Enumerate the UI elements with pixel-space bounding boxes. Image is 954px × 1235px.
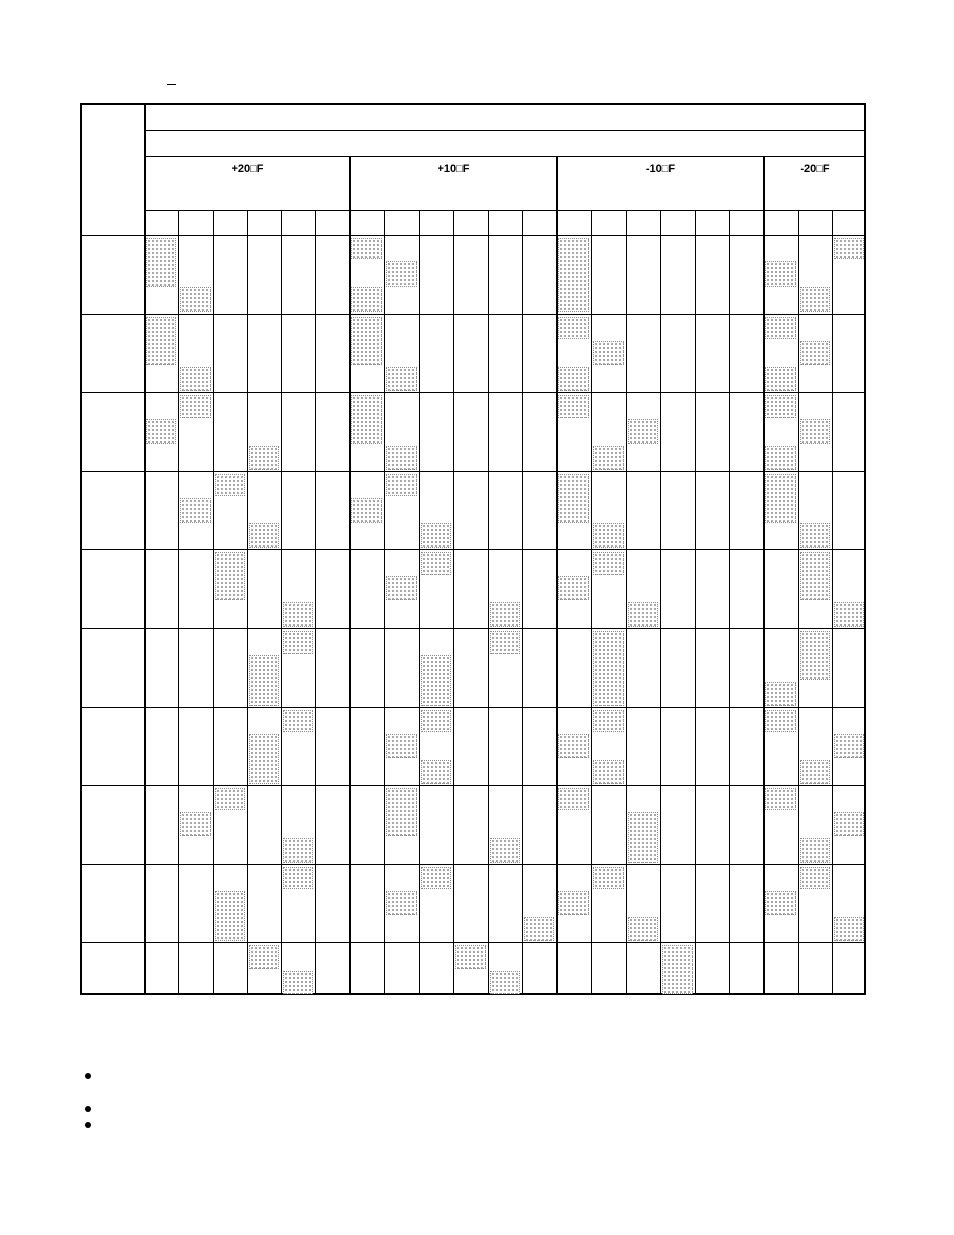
row-rule xyxy=(80,549,866,550)
shaded-cell xyxy=(421,523,451,548)
shaded-cell xyxy=(834,734,864,758)
shaded-cell xyxy=(628,917,658,941)
bullet-icon xyxy=(85,1073,91,1079)
shaded-cell xyxy=(351,287,382,312)
column-rule xyxy=(247,210,248,995)
shaded-cell xyxy=(800,552,830,600)
shaded-cell xyxy=(558,788,589,810)
row-rule xyxy=(80,785,866,786)
column-rule xyxy=(281,210,282,995)
shaded-cell xyxy=(351,395,382,444)
shaded-cell xyxy=(834,238,864,259)
shaded-cell xyxy=(800,838,830,863)
shaded-cell xyxy=(800,867,830,889)
column-rule xyxy=(384,210,385,995)
shaded-cell xyxy=(628,419,658,444)
shaded-cell xyxy=(593,867,624,889)
shaded-cell xyxy=(386,734,417,758)
shaded-cell xyxy=(628,812,658,863)
column-rule xyxy=(695,210,696,995)
shaded-cell xyxy=(283,971,313,994)
shaded-cell xyxy=(490,602,520,627)
row-rule xyxy=(80,864,866,865)
column-rule xyxy=(832,210,833,995)
shaded-cell xyxy=(283,838,313,863)
column-rule xyxy=(315,210,316,995)
column-rule xyxy=(798,210,799,995)
shaded-cell xyxy=(765,317,796,339)
column-rule xyxy=(453,210,454,995)
row-rule xyxy=(80,314,866,315)
shaded-cell xyxy=(249,655,279,706)
shaded-cell xyxy=(249,734,279,784)
shaded-cell xyxy=(455,945,486,969)
shaded-cell xyxy=(180,395,211,418)
shaded-cell xyxy=(283,710,313,732)
shaded-cell xyxy=(421,760,451,784)
shaded-cell xyxy=(765,891,796,915)
shaded-cell xyxy=(386,446,417,470)
shaded-cell xyxy=(180,367,211,391)
bullet-icon xyxy=(85,1106,91,1112)
header-rule xyxy=(144,156,866,157)
shaded-cell xyxy=(421,655,451,706)
shaded-cell xyxy=(834,602,864,627)
column-rule xyxy=(213,210,214,995)
shaded-cell xyxy=(765,474,796,523)
shaded-cell xyxy=(524,917,554,941)
shaded-cell xyxy=(765,395,796,418)
shaded-cell xyxy=(146,419,176,444)
shaded-cell xyxy=(800,419,830,444)
shaded-cell xyxy=(558,474,589,523)
shaded-cell xyxy=(351,317,382,365)
shaded-cell xyxy=(283,867,313,889)
temp-label-plus-10: +10□F xyxy=(437,163,470,175)
shaded-cell xyxy=(593,631,624,706)
shaded-cell xyxy=(558,395,589,418)
column-rule xyxy=(419,210,420,995)
column-rule xyxy=(522,210,523,995)
shaded-cell xyxy=(558,576,589,600)
bullet-icon xyxy=(85,1122,91,1128)
shaded-cell xyxy=(593,552,624,575)
shaded-cell xyxy=(215,474,245,496)
shaded-cell xyxy=(490,971,520,994)
column-rule xyxy=(591,210,592,995)
shaded-cell xyxy=(421,867,451,889)
shaded-cell xyxy=(386,474,417,496)
shaded-cell xyxy=(558,734,589,758)
shaded-cell xyxy=(662,945,693,994)
shaded-cell xyxy=(593,710,624,732)
row-rule xyxy=(80,392,866,393)
shaded-cell xyxy=(765,261,796,287)
dash-mark xyxy=(167,84,176,85)
shaded-cell xyxy=(558,367,589,391)
shaded-cell xyxy=(593,760,624,784)
row-rule xyxy=(80,471,866,472)
shaded-cell xyxy=(800,287,830,312)
column-rule xyxy=(626,210,627,995)
shaded-cell xyxy=(558,891,589,915)
shaded-cell xyxy=(146,317,176,365)
row-rule xyxy=(80,707,866,708)
shaded-cell xyxy=(765,682,796,706)
shaded-cell xyxy=(386,367,417,391)
shaded-cell xyxy=(283,602,313,627)
column-rule xyxy=(660,210,661,995)
shaded-cell xyxy=(180,287,211,312)
shaded-cell xyxy=(490,631,520,654)
shaded-cell xyxy=(800,341,830,365)
temp-label-minus-20: -20□F xyxy=(800,163,830,175)
shaded-cell xyxy=(249,523,279,548)
shaded-cell xyxy=(834,812,864,836)
shaded-cell xyxy=(249,446,279,470)
shaded-cell xyxy=(558,238,589,312)
shaded-cell xyxy=(765,788,796,810)
header-rule xyxy=(144,210,866,211)
shaded-cell xyxy=(146,238,176,287)
shaded-cell xyxy=(351,498,382,523)
shaded-cell xyxy=(215,788,245,810)
shaded-cell xyxy=(180,498,211,523)
shaded-cell xyxy=(628,602,658,627)
column-rule xyxy=(178,210,179,995)
shaded-cell xyxy=(421,552,451,575)
shaded-cell xyxy=(386,261,417,287)
shaded-cell xyxy=(215,891,245,941)
row-rule xyxy=(80,235,866,236)
shaded-cell xyxy=(386,788,417,836)
shaded-cell xyxy=(180,812,211,836)
shaded-cell xyxy=(765,367,796,391)
header-rule xyxy=(144,130,866,131)
shaded-cell xyxy=(765,446,796,470)
shaded-cell xyxy=(800,523,830,548)
group-divider xyxy=(349,156,351,995)
shaded-cell xyxy=(834,917,864,941)
shaded-cell xyxy=(593,341,624,365)
shaded-cell xyxy=(800,631,830,680)
shaded-cell xyxy=(215,552,245,600)
shaded-cell xyxy=(800,760,830,784)
shaded-cell xyxy=(386,576,417,600)
shaded-cell xyxy=(283,631,313,654)
shaded-cell xyxy=(765,710,796,732)
shaded-cell xyxy=(593,446,624,470)
column-rule xyxy=(729,210,730,995)
shaded-cell xyxy=(421,710,451,732)
shaded-cell xyxy=(249,945,279,969)
shaded-cell xyxy=(558,317,589,339)
row-rule xyxy=(80,942,866,943)
temp-label-plus-20: +20□F xyxy=(231,163,264,175)
row-rule xyxy=(80,628,866,629)
shaded-cell xyxy=(593,523,624,548)
temp-label-minus-10: -10□F xyxy=(645,163,676,175)
shaded-cell xyxy=(351,238,382,259)
column-rule xyxy=(488,210,489,995)
shaded-cell xyxy=(386,891,417,915)
shaded-cell xyxy=(490,838,520,863)
